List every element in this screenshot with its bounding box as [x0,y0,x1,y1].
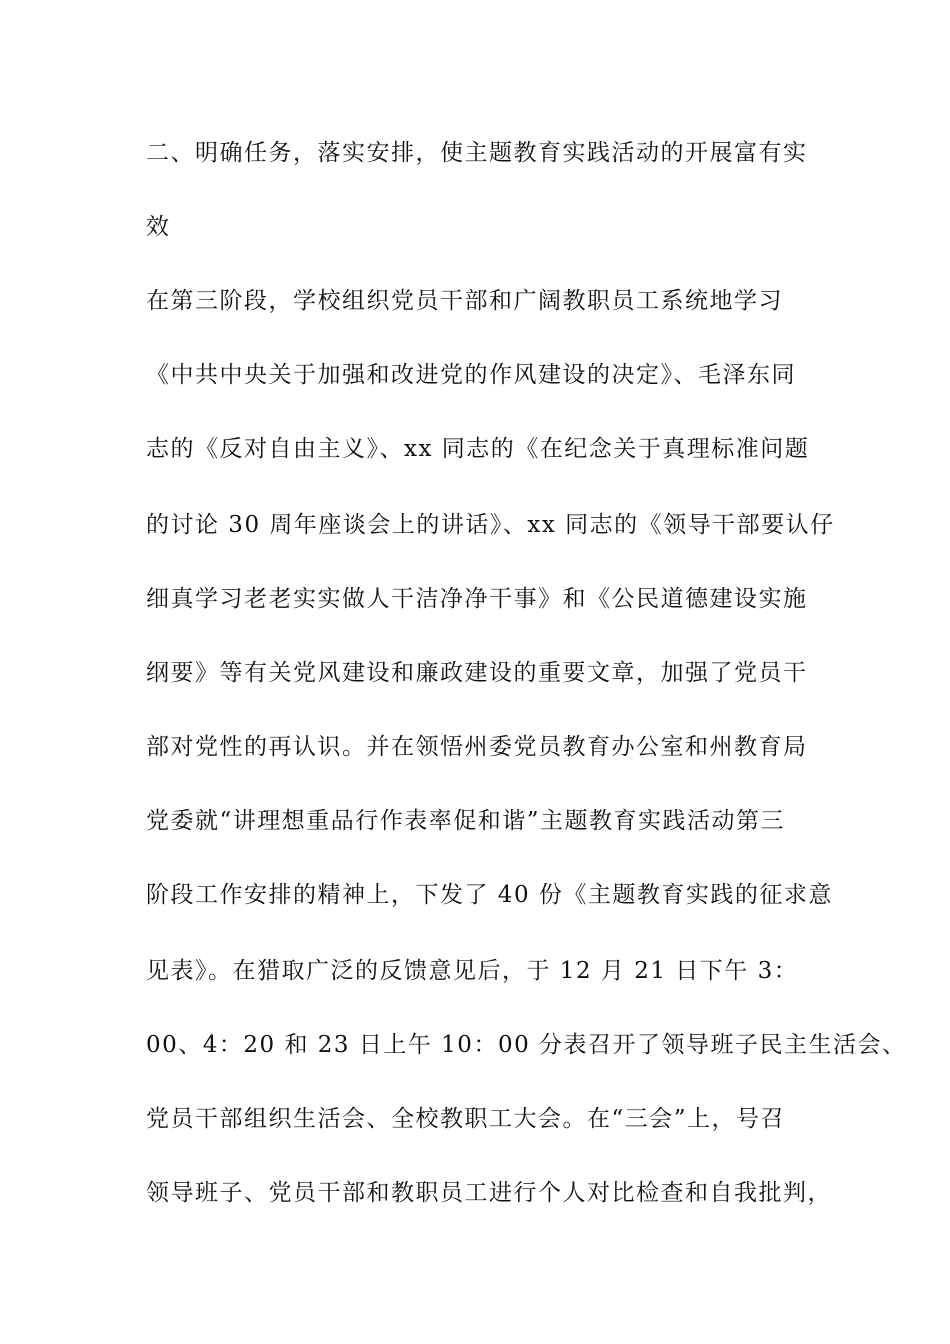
body-line: 在第三阶段，学校组织党员干部和广阔教职员工系统地学习 [146,288,783,314]
body-line: 党员干部组织生活会、全校教职工大会。在“三会”上，号召 [146,1106,786,1132]
body-line: 党委就“讲理想重品行作表率促和谐”主题教育实践活动第三 [146,808,786,834]
body-line: 部对党性的再认识。并在领悟州委党员教育办公室和州教育局 [146,734,808,760]
body-line: 纲要》等有关党风建设和廉政建设的重要文章，加强了党员干 [146,660,808,686]
section-heading-line-2: 效 [146,214,171,240]
body-line: 领导班子、党员干部和教职员工进行个人对比检查和自我批判， [146,1180,832,1206]
body-line: 志的《反对自由主义》、xx 同志的《在纪念关于真理标准问题 [146,436,810,462]
body-line: 阶段工作安排的精神上，下发了 40 份《主题教育实践的征求意 [146,882,833,908]
body-line: 细真学习老老实实做人干洁净净干事》和《公民道德建设实施 [146,586,808,612]
body-line: 的讨论 30 周年座谈会上的讲话》、xx 同志的《领导干部要认仔 [146,512,835,538]
body-line: 00、4：20 和 23 日上午 10：00 分表召开了领导班子民主生活会、 [146,1032,907,1058]
body-line: 见表》。在猎取广泛的反馈意见后，于 12 月 21 日下午 3： [146,958,799,984]
section-heading-line-1: 二、明确任务，落实安排，使主题教育实践活动的开展富有实 [146,140,808,166]
body-line: 《中共中央关于加强和改进党的作风建设的决定》、毛泽东同 [146,362,796,388]
